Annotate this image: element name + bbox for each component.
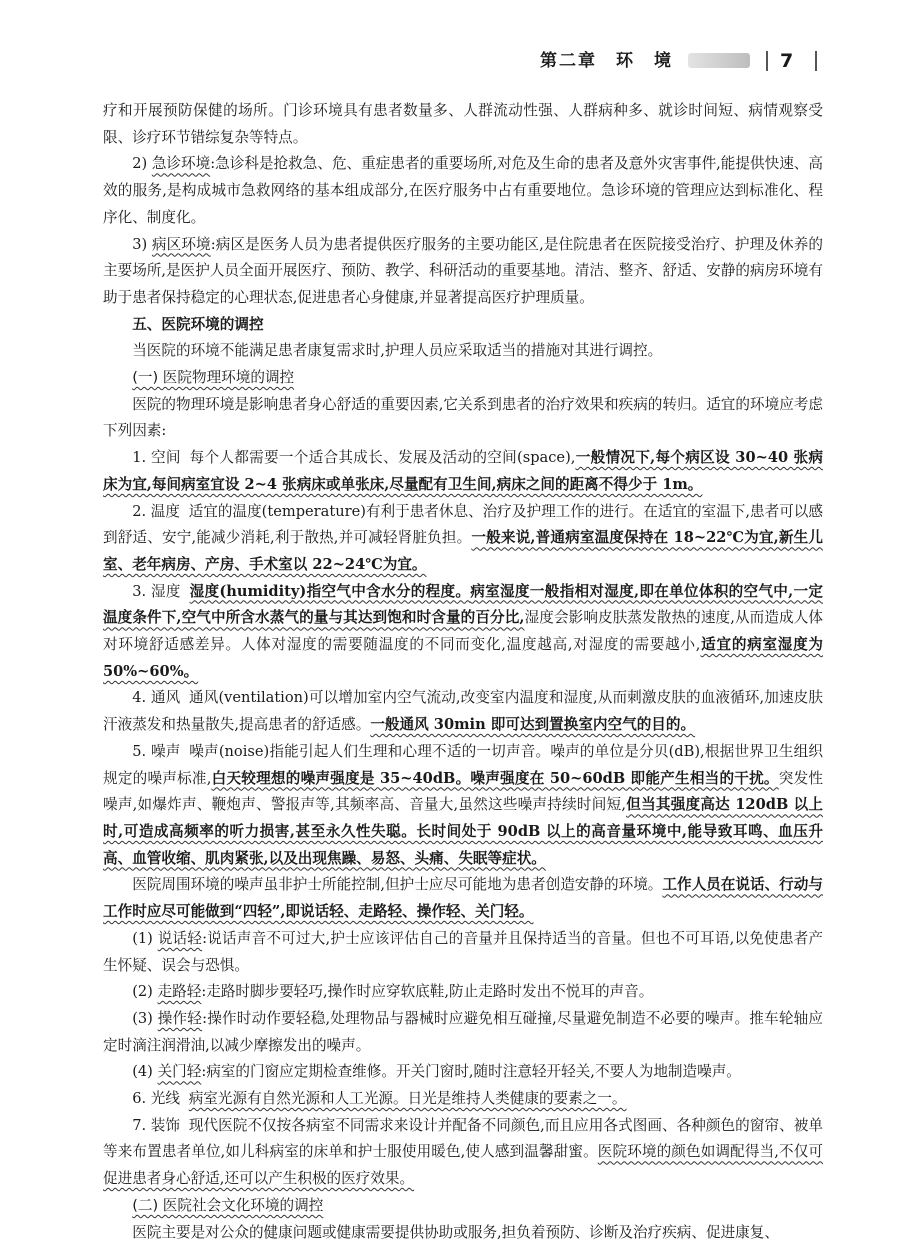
term-ward: 病区环境	[151, 235, 211, 253]
item-walk-softly: (2) 走路轻:走路时脚步要轻巧,操作时应穿软底鞋,防止走路时发出不悦耳的声音。	[132, 983, 654, 1001]
header-divider-right	[815, 51, 817, 71]
item-speak-softly: (1) 说话轻:说话声音不可过大,护士应该评估自己的音量并且保持适当的音量。但也不可耳语,以免使患者产生怀疑、误会与恐惧。	[103, 929, 823, 974]
subsection-heading: (一) 医院物理环境的调控	[132, 369, 295, 387]
item-noise: 5. 噪声 噪声(noise)指能引起人们生理和心理不适的一切声音。噪声的单位是分贝(dB),根据世界卫生组织规定的噪声标准,白天较理想的噪声强度是 35~40dB。噪声强度在 50~60dB 即能产生相当的干扰。突发性噪声,如爆炸声、鞭炮声、警报声等,其频率高、音量大,虽然这些噪声持续时间短,但当其强度高达 120dB 以上时,可造成高频率的听力损害,甚至永久性失聪。长时间处于 90dB 以上的高音量环境中,能导致耳鸣、血压升高、血管收缩、肌肉紧张,以及出现焦躁、易怒、头痛、失眠等症状。	[103, 742, 823, 867]
item-humidity: 3. 湿度 湿度(humidity)指空气中含水分的程度。病室湿度一般指相对湿度,即在单位体积的空气中,一定温度条件下,空气中所含水蒸气的量与其达到饱和时含量的百分比,湿度会影响皮肤蒸发散热的速度,从而造成人体对环境舒适感差异。人体对湿度的需要随温度的不同而变化,温度越高,对湿度的需要越小,适宜的病室湿度为 50%~60%。	[103, 582, 823, 680]
paragraph-noise-control: 医院周围环境的噪声虽非护士所能控制,但护士应尽可能地为患者创造安静的环境。工作人员在说话、行动与工作时应尽可能做到“四轻”,即说话轻、走路轻、操作轻、关门轻。	[103, 876, 823, 921]
page-header	[0, 48, 900, 74]
item-decoration: 7. 装饰 现代医院不仅按各病室不同需求来设计并配备不同颜色,而且应用各式图画、各种颜色的窗帘、被单等来布置患者单位,如儿科病室的床单和护士服使用暖色,使人感到温馨甜蜜。医院环境的颜色如调配得当,不仅可促进患者身心舒适,还可以产生积极的医疗效果。	[103, 1116, 824, 1188]
item-close-door-softly: (4) 关门轻:病室的门窗应定期检查维修。开关门窗时,随时注意轻开轻关,不要人为地制造噪声。	[132, 1063, 741, 1081]
paragraph: 疗和开展预防保健的场所。门诊环境具有患者数量多、人群流动性强、人群病种多、就诊时间短、病情观察受限、诊疗环节错综复杂等特点。	[103, 102, 823, 146]
header-decoration-bar	[688, 53, 750, 68]
header-divider	[766, 51, 768, 71]
section-heading: 五、医院环境的调控	[132, 315, 264, 333]
page-body	[103, 98, 823, 1246]
paragraph-ward: 3) 病区环境:病区是医务人员为患者提供医疗服务的主要功能区,是住院患者在医院接受治疗、护理及休养的主要场所,是医护人员全面开展医疗、预防、教学、科研活动的重要基地。清洁、整齐、舒适、安静的病房环境有助于患者保持稳定的心理状态,促进患者心身健康,并显著提高医疗护理质量。	[103, 235, 823, 306]
paragraph: 医院的物理环境是影响患者身心舒适的重要因素,它关系到患者的治疗效果和疾病的转归。适宜的环境应考虑下列因素:	[103, 395, 823, 440]
item-temperature: 2. 温度 适宜的温度(temperature)有利于患者休息、治疗及护理工作的进行。在适宜的室温下,患者可以感到舒适、安宁,能减少消耗,利于散热,并可减轻肾脏负担。一般来说,普通病室温度保持在 18~22℃为宜,新生儿室、老年病房、产房、手术室以 22~24℃为宜。	[103, 502, 824, 573]
paragraph: 医院主要是对公众的健康问题或健康需要提供协助或服务,担负着预防、诊断及治疗疾病、促进康复、	[132, 1223, 779, 1241]
item-ventilation: 4. 通风 通风(ventilation)可以增加室内空气流动,改变室内温度和湿度,从而刺激皮肤的血液循环,加速皮肤汗液蒸发和热量散失,提高患者的舒适感。一般通风 30min 即可达到置换室内空气的目的。	[103, 689, 823, 734]
subsection-heading: (二) 医院社会文化环境的调控	[132, 1196, 324, 1214]
paragraph: 当医院的环境不能满足患者康复需求时,护理人员应采取适当的措施对其进行调控。	[132, 342, 663, 360]
item-operate-softly: (3) 操作轻:操作时动作要轻稳,处理物品与器械时应避免相互碰撞,尽量避免制造不必要的噪声。推车轮轴应定时滴注润滑油,以减少摩擦发出的噪声。	[103, 1009, 823, 1054]
page-number: 7	[780, 50, 794, 72]
chapter-title: 第二章 环 境	[540, 51, 673, 71]
term-emergency: 急诊环境	[151, 155, 211, 173]
paragraph-emergency: 2) 急诊环境:急诊科是抢救急、危、重症患者的重要场所,对危及生命的患者及意外灾害事件,能提供快速、高效的服务,是构成城市急救网络的基本组成部分,在医疗服务中占有重要地位。急诊环境的管理应达到标准化、程序化、制度化。	[103, 155, 824, 226]
item-space: 1. 空间 每个人都需要一个适合其成长、发展及活动的空间(space),一般情况下,每个病区设 30~40 张病床为宜,每间病室宜设 2~4 张病床或单张床,尽量配有卫生间,病床之间的距离不得少于 1m。	[103, 449, 823, 493]
item-light: 6. 光线 病室光源有自然光源和人工光源。日光是维持人类健康的要素之一。	[132, 1090, 627, 1108]
